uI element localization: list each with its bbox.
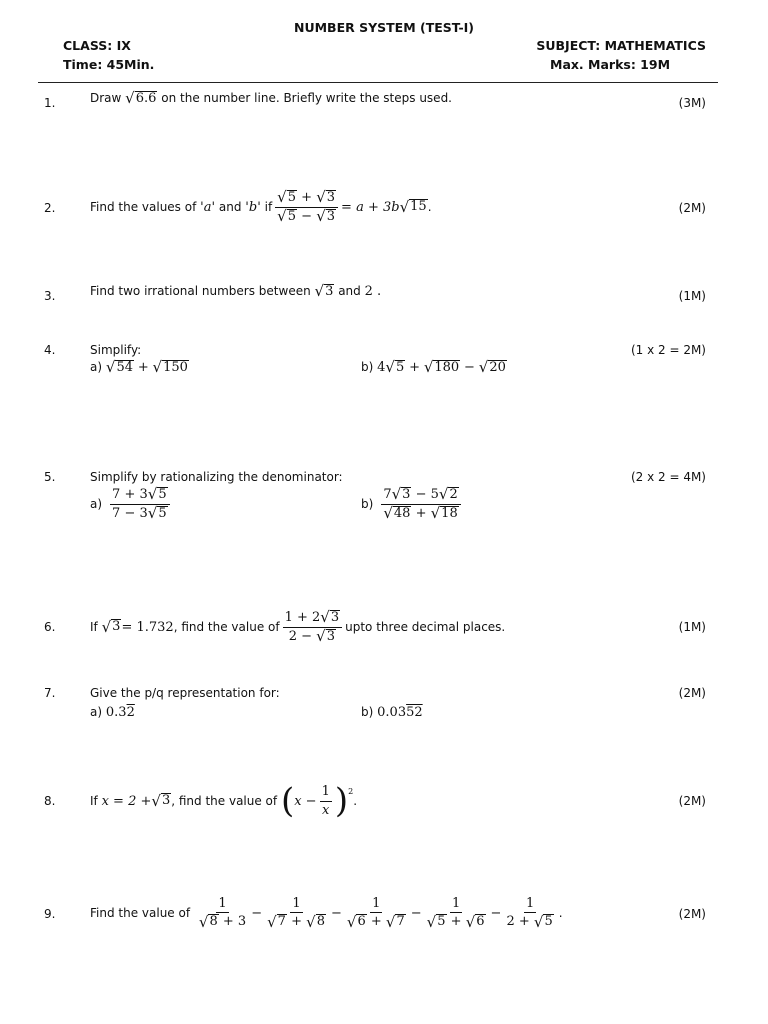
q7-part-b (361, 705, 423, 720)
q2-rhs: = a + 3b (341, 199, 400, 215)
plus-sign: + (137, 360, 149, 376)
max-marks-label: Max. Marks: 19M (550, 57, 671, 72)
q9-fraction-1: 1 √ 8 + 3 (198, 895, 247, 931)
q9-num: 1 (370, 896, 382, 914)
q8-fraction (320, 784, 332, 818)
q5b-d2: 18 (441, 505, 458, 521)
question-marks: (2M) (678, 907, 706, 921)
q9-fraction-5: 1 2 + √ 5 (506, 895, 553, 931)
minus-sign: − (410, 905, 422, 921)
q4b-r1: 5 (395, 360, 405, 375)
q2-n2: 3 (326, 189, 336, 205)
q2-n1: 5 (287, 189, 297, 205)
part-label: b) (361, 360, 374, 375)
q3-and: and (338, 284, 361, 299)
question-marks: (1M) (678, 620, 706, 634)
minus-sign: − (464, 360, 475, 376)
question-number: 3. (44, 289, 56, 303)
q9-d4-r1: 5 (437, 914, 446, 930)
q2-and: and (218, 200, 242, 214)
q2-b: 'b' (245, 199, 261, 215)
q7-part-a (90, 705, 135, 720)
q9-d5-r: 5 (544, 914, 553, 930)
minus-sign: − (251, 905, 263, 921)
q5-part-a (90, 487, 173, 522)
q9-d3-r1: 6 (357, 914, 366, 930)
question-number: 8. (44, 794, 56, 808)
q1-post: on the number line. Briefly write the steps used. (161, 91, 452, 106)
q8-num: 1 (320, 784, 332, 802)
q5b-c1: 7 (383, 487, 392, 503)
minus-sign: − (301, 208, 313, 224)
q5a-num-r: 5 (158, 487, 167, 502)
q8-mid: , find the value of (171, 794, 278, 808)
q9-d2-r1: 7 (277, 914, 286, 930)
plus-sign: + (370, 914, 382, 930)
q5a-den: 7 − 3 (112, 505, 148, 521)
q9-d1-c: + 3 (222, 914, 247, 930)
q4-part-a: a) √ 54 + √ 150 (90, 358, 188, 377)
q5b-fraction: 7 √ 3 − 5 √ 2 √ 48 + √ 18 (381, 487, 460, 522)
q4b-r2: 180 (434, 360, 460, 375)
q6-pre: If (90, 620, 98, 634)
minus-sign: − (490, 905, 502, 921)
q9-num: 1 (216, 896, 228, 914)
q4a-r2: 150 (163, 360, 188, 375)
minus-sign: − (330, 905, 342, 921)
part-label: a) (90, 497, 103, 512)
q6-den-r: 3 (326, 628, 335, 644)
time-label: Time: 45Min. (63, 57, 155, 72)
q2-rhs-sqrt: √ 15 (399, 197, 427, 216)
q5a-fraction: 7 + 3 √ 5 7 − 3 √ 5 (110, 487, 170, 522)
question-number: 5. (44, 470, 56, 484)
plus-sign: + (409, 360, 420, 376)
question-number: 1. (44, 96, 56, 110)
q6-post: upto three decimal places. (345, 620, 506, 634)
q1-sqrt: √ 6.6 (125, 89, 157, 108)
q8-radicand: 3 (161, 793, 171, 809)
q9-d4-r2: 6 (476, 914, 485, 930)
q9-fraction-4: 1 √ 5 + √ 6 (426, 895, 485, 931)
question-marks: (2 x 2 = 4M) (630, 470, 706, 484)
plus-sign: + (291, 914, 302, 930)
q4-part-b: b) 4 √ 5 + √ 180 − √ 20 (361, 358, 506, 377)
question-number: 9. (44, 907, 56, 921)
question-text (90, 91, 452, 106)
q9-pre: Find the value of (90, 906, 191, 920)
part-label: a) (90, 705, 103, 719)
q9-fraction-2: 1 √ 7 + √ 8 (267, 895, 325, 931)
q2-fraction: √ 5 + √ 3 √ 5 − √ 3 (275, 190, 338, 225)
q5a-num: 7 + 3 (112, 487, 148, 503)
q3-sqrt: √ 3 (314, 282, 334, 301)
q5-part-b (361, 487, 464, 522)
period: . (353, 794, 358, 808)
question-text (90, 890, 563, 936)
q8-den: x (322, 802, 330, 818)
q2-rhs-radicand: 15 (410, 199, 427, 215)
period: . (558, 906, 563, 920)
question-text: If x = 2 + √ 3 , find the value of ( x − $\frac{1}{x}$ ) 2 . (90, 781, 358, 821)
plus-sign: + (415, 505, 427, 521)
question-text: Give the p/q representation for: (90, 686, 280, 700)
q2-d2: 3 (326, 208, 336, 224)
subject-label: SUBJECT: MATHEMATICS (536, 38, 706, 53)
page-title: NUMBER SYSTEM (TEST-I) (293, 20, 475, 35)
q2-a: 'a' (200, 199, 216, 215)
q5b-d1: 48 (393, 505, 411, 521)
q8-exponent: 2 (348, 786, 354, 796)
q7a-value: 0.3 (105, 705, 127, 720)
class-label: CLASS: IX (63, 38, 131, 53)
q7a-repeat: 2 (126, 705, 135, 720)
q8-pre: If (90, 794, 98, 808)
question-number: 6. (44, 620, 56, 634)
question-marks: (2M) (678, 686, 706, 700)
q9-d3-r2: 7 (396, 914, 405, 930)
q9-d5-c: 2 + (506, 914, 530, 930)
q6-value: = 1.732 (121, 619, 174, 635)
question-marks: (1M) (678, 289, 706, 303)
q9-d1-r: 8 (209, 914, 218, 930)
q7b-repeat: 52 (406, 705, 423, 720)
left-paren: ( (280, 781, 295, 821)
question-number: 7. (44, 686, 56, 700)
question-text (90, 184, 432, 230)
q6-mid: , find the value of (173, 620, 280, 634)
question-marks: (2M) (678, 201, 706, 215)
right-paren: ) (334, 781, 349, 821)
q2-if: if (264, 200, 273, 214)
plus-sign: + (450, 914, 462, 930)
q3-radicand: 3 (325, 284, 334, 299)
q5b-c2: − 5 (415, 487, 439, 503)
q4b-r3: 20 (489, 360, 506, 375)
q9-d2-r2: 8 (316, 914, 325, 930)
q5b-r1: 3 (402, 487, 411, 502)
question-text: Simplify: (90, 343, 142, 357)
q4a-r1: 54 (116, 360, 133, 375)
question-marks: (2M) (678, 794, 706, 808)
question-text (90, 284, 381, 299)
q9-num: 1 (290, 896, 302, 914)
part-label: b) (361, 705, 374, 719)
question-number: 4. (44, 343, 56, 357)
q1-pre: Draw (90, 91, 122, 106)
question-marks: (1 x 2 = 2M) (630, 343, 706, 357)
part-label: b) (361, 497, 374, 512)
q4b-coef: 4 (377, 360, 386, 376)
q6-fraction: 1 + 2 √ 3 2 − √ 3 (283, 610, 343, 645)
part-label: a) (90, 360, 103, 375)
plus-sign: + (301, 189, 313, 205)
q3-pre: Find two irrational numbers between (90, 284, 311, 299)
q6-den: 2 − (288, 628, 312, 644)
q6-num: 1 + 2 (284, 609, 321, 625)
q9-fraction-3: 1 √ 6 + √ 7 (346, 895, 405, 931)
q5b-r2: 2 (449, 487, 458, 502)
q5a-den-r: 5 (158, 505, 167, 521)
q2-d1: 5 (287, 208, 297, 224)
question-text: Simplify by rationalizing the denominator: (90, 470, 343, 484)
q8-x2: x − (294, 793, 317, 809)
q3-two: 2 . (364, 284, 382, 300)
q7b-value: 0.03 (377, 705, 407, 720)
q9-num: 1 (524, 896, 536, 914)
question-number: 2. (44, 201, 56, 215)
q1-radicand: 6.6 (135, 91, 157, 106)
q6-radicand: 3 (112, 619, 121, 635)
q6-num-r: 3 (330, 609, 340, 625)
q8-x: x = 2 + (101, 793, 152, 809)
question-text: If √ 3 = 1.732 , find the value of 1 + 2 √ 3 2 − √ 3 upto three decimal places. (90, 608, 506, 645)
header-divider (38, 82, 718, 83)
question-marks: (3M) (678, 96, 706, 110)
q2-pre: Find the values of (90, 200, 197, 214)
period: . (427, 200, 432, 214)
q9-num: 1 (450, 896, 462, 914)
